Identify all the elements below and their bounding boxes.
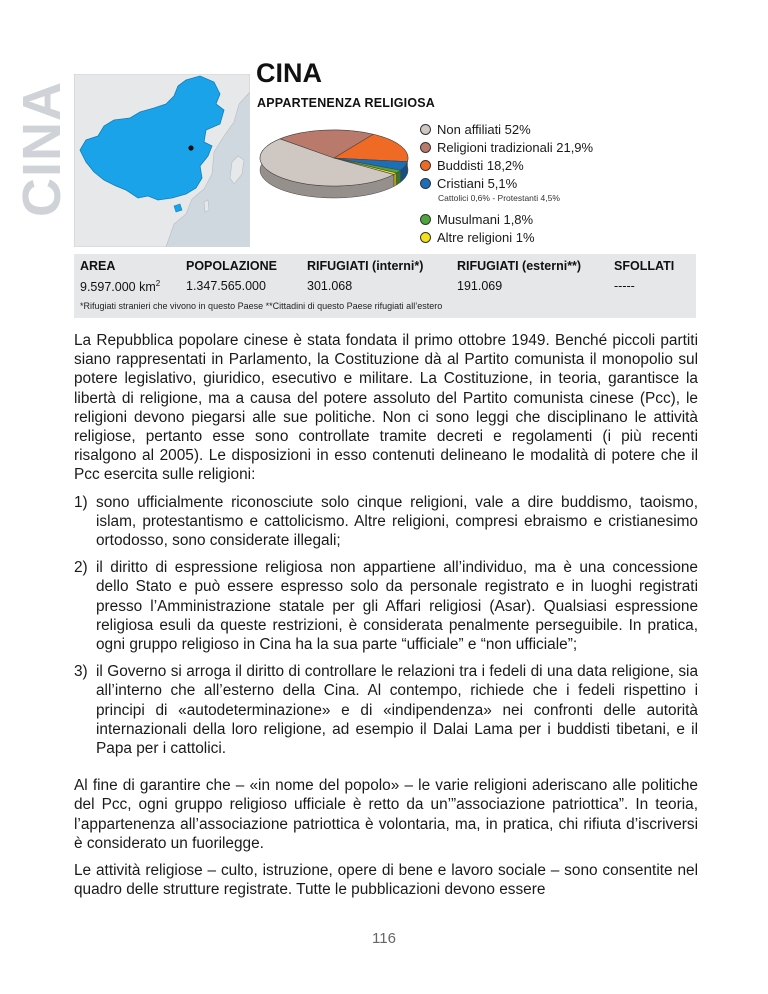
legend-item-cristiani: Cristiani 5,1% — [420, 174, 660, 192]
stat-value-sfollati: ----- — [614, 279, 635, 293]
intro-paragraph: La Repubblica popolare cinese è stata fondata il primo ottobre 1949. Benché piccoli partiti siano rappresentati in Parlamento, la Costituzione dà al Partito comunista il monopolio sul potere legislativo, giuridico, esecutivo e militare. La Costituzione, in teoria, garantisce la libertà di religione, ma a causa del potere assoluto del Partito comunista cinese (Pcc), le religioni devono piegarsi alle sue politiche. Non ci sono leggi che disciplinano le attività religiose, pertanto esse sono controllate tramite decreti e regolamenti (i più recenti risalgono al 2005). Le disposizioni in esso contenuti delineano le modalità di potere che il Pcc esercita sulle religioni: — [74, 332, 698, 484]
legend-note-christians: Cattolici 0,6% - Protestanti 4,5% — [438, 193, 560, 203]
china-map — [74, 74, 250, 247]
legend-item-buddisti: Buddisti 18,2% — [420, 156, 660, 174]
stat-header-rifugiati-interni: RIFUGIATI (interni*) — [307, 259, 424, 273]
legend-swatch-icon — [420, 232, 431, 243]
stat-header-rifugiati-esterni: RIFUGIATI (esterni**) — [457, 259, 582, 273]
pie-side-altre-religioni — [394, 173, 397, 186]
stat-value-area: 9.597.000 $km^2$ — [80, 279, 161, 295]
legend-item-altre-religioni: Altre religioni 1% — [420, 228, 660, 246]
paragraph-associations: Al fine di garantire che – «in nome del popolo» – le varie religioni aderiscano alle politiche del Pcc, ogni gruppo religioso ufficiale è retto da un’”associazione patriottica”. In teoria, l’appartenenza all’associazione patriottica è volontaria, ma, in pratica, chi rifiuta d’iscriversi è considerato un fuorilegge. — [74, 777, 698, 852]
stats-box — [74, 254, 696, 318]
page-title: CINA — [256, 58, 322, 88]
legend-swatch-icon — [420, 124, 431, 135]
religion-pie-chart — [252, 118, 422, 208]
map-taiwan-island — [204, 200, 209, 212]
list-item: 3) il Governo si arroga il diritto di controllare le relazioni tra i fedeli di una data religione, sia all’interno che all’esterno della Cina. Al contempo, richiede che i fedeli rispettino i principi di «autodeterminazione» e di «indipendenza» nei confronti delle autorità internazionali della loro religione, ad esempio il Dalai Lama per i buddisti tibetani, e il Papa per i cattolici. — [74, 663, 698, 758]
article-body — [74, 331, 698, 899]
legend-swatch-icon — [420, 142, 431, 153]
list-item: 2) il diritto di espressione religiosa non appartiene all’individuo, ma è una concessione dello Stato e può essere espresso solo da personale registrato e in luoghi registrati presso l’Amministrazione statale per gli Affari religiosi (Asar). Qualsiasi espressione religiosa esuli da queste restrizioni, è considerata penalmente perseguibile. In pratica, ogni gruppo religioso in Cina ha la sua parte “ufficiale” e “non ufficiale”; — [74, 559, 698, 654]
page-number: 116 — [372, 930, 396, 947]
legend-item-religioni-tradizionali: Religioni tradizionali 21,9% — [420, 138, 660, 156]
paragraph-activities: Le attività religiose – culto, istruzione, opere di bene e lavoro sociale – sono consentite nel quadro delle strutture registrate. Tutte le pubblicazioni devono essere — [74, 862, 698, 899]
list-item: 1) sono ufficialmente riconosciute solo cinque religioni, vale a dire buddismo, taoismo, islam, protestantismo e cattolicismo. Altre religioni, compresi ebraismo e cristianesimo ortodosso, sono considerate illegali; — [74, 493, 698, 550]
legend-item-musulmani: Musulmani 1,8% — [420, 210, 660, 228]
legend-swatch-icon — [420, 178, 431, 189]
chart-legend — [420, 120, 660, 246]
stat-header-popolazione: POPOLAZIONE — [186, 259, 277, 273]
capital-marker-icon — [188, 145, 193, 150]
legend-item-non-affiliati: Non affiliati 52% — [420, 120, 660, 138]
side-country-label: CINA — [12, 81, 72, 217]
stats-footnote: *Rifugiati stranieri che vivono in questo Paese **Cittadini di questo Paese rifugiati all’estero — [80, 301, 443, 311]
stat-header-sfollati: SFOLLATI — [614, 259, 675, 273]
legend-swatch-icon — [420, 214, 431, 225]
stat-header-area: AREA — [80, 259, 116, 273]
legend-swatch-icon — [420, 160, 431, 171]
stat-value-popolazione: 1.347.565.000 — [186, 279, 266, 293]
stat-value-rifugiati-interni: 301.068 — [307, 279, 353, 293]
stat-value-rifugiati-esterni: 191.069 — [457, 279, 503, 293]
section-subtitle: APPARTENENZA RELIGIOSA — [257, 96, 436, 110]
